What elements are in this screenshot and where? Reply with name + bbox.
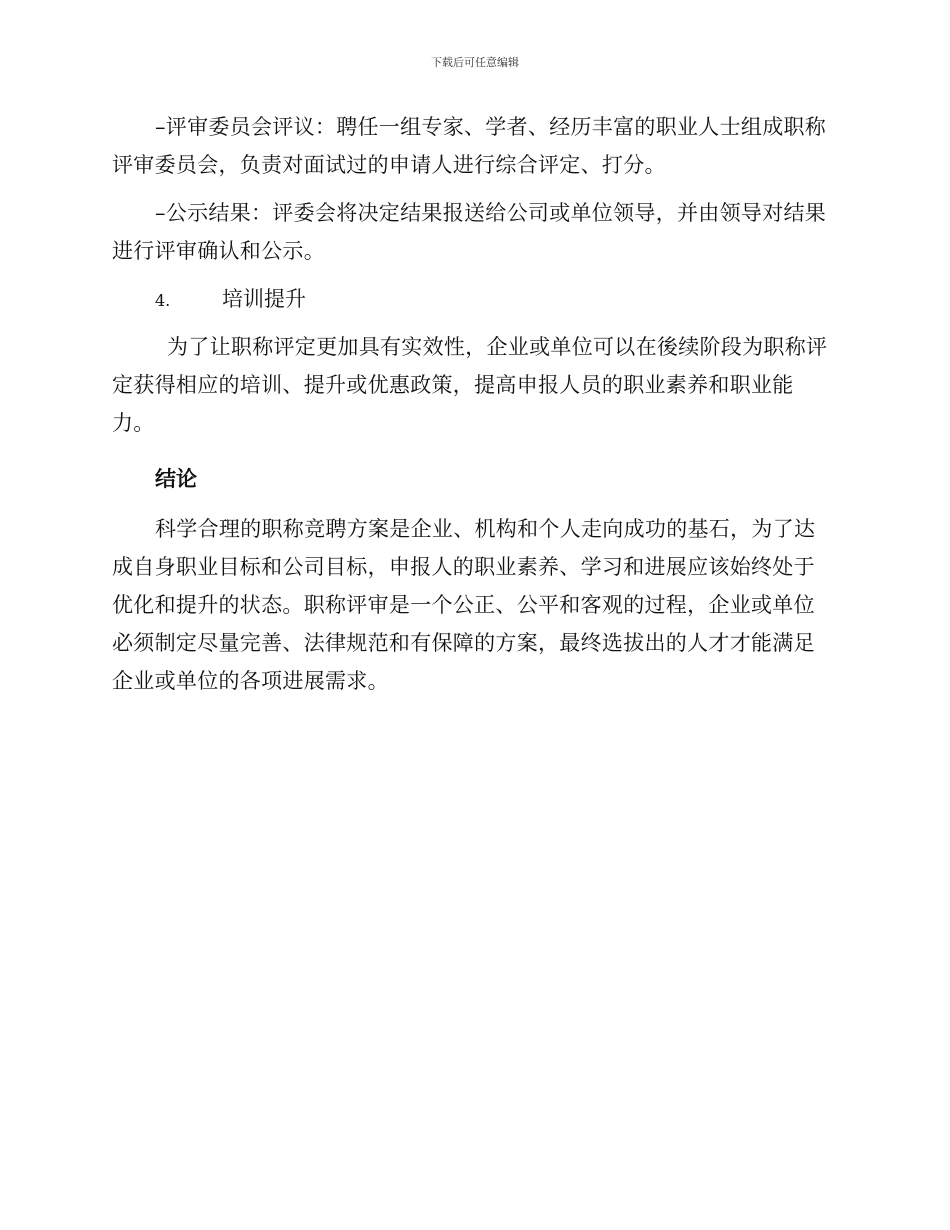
section-title: 培训提升 [222, 287, 306, 311]
conclusion-heading: 结论 [155, 467, 197, 491]
paragraph-review-committee: –评审委员会评议：聘任一组专家、学者、经历丰富的职业人士组成职称评审委员会，负责对面试过的申请人进行综合评定、打分。 [112, 115, 827, 177]
paragraph-publicity: –公示结果：评委会将决定结果报送给公司或单位领导，并由领导对结果进行评审确认和公示。 [112, 201, 827, 263]
section-number: 4. [155, 291, 171, 310]
page-header: 下载后可任意编辑 [431, 56, 519, 69]
document-body [112, 108, 834, 710]
section-heading-training [112, 280, 834, 320]
paragraph-conclusion: 科学合理的职称竞聘方案是企业、机构和个人走向成功的基石，为了达成自身职业目标和公司目标，申报人的职业素养、学习和进展应该始终处于优化和提升的状态。职称评审是一个公正、公平和客观的过程，企业或单位必须制定尽量完善、法律规范和有保障的方案，最终选拔出的人才才能满足企业或单位的各项进展需求。 [112, 517, 816, 693]
paragraph-training: 为了让职称评定更加具有实效性，企业或单位可以在後续阶段为职称评定获得相应的培训、提升或优惠政策，提高申报人员的职业素养和职业能力。 [112, 335, 828, 435]
